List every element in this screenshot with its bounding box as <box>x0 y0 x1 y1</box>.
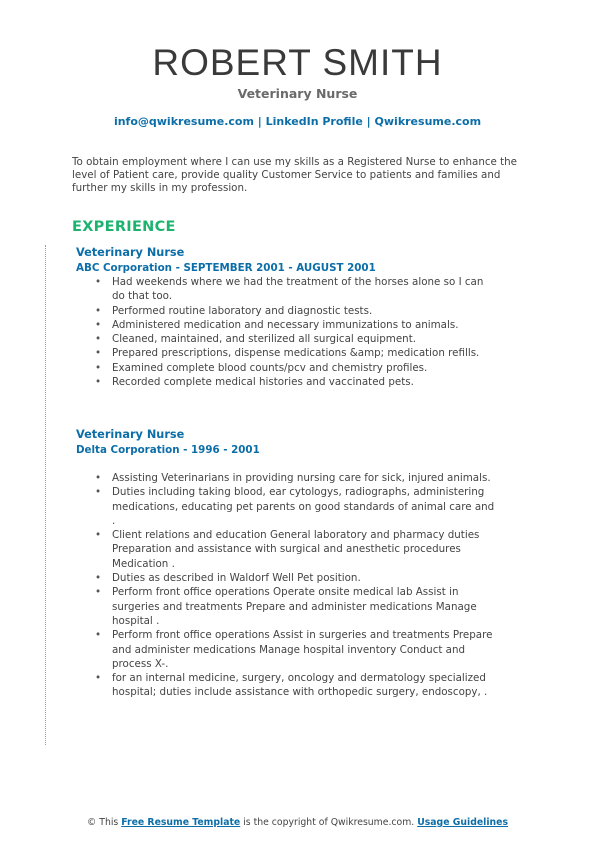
job-company-dates: ABC Corporation - SEPTEMBER 2001 - AUGUST 2001 <box>76 262 376 274</box>
duty-item: • Prepared prescriptions, dispense medications &amp; medication refills. <box>112 346 497 360</box>
free-resume-template-link[interactable]: Free Resume Template <box>121 817 241 828</box>
duty-item: • for an internal medicine, surgery, oncology and dermatology specialized hospital; duties include assistance with orthopedic surgery, endoscopy, . <box>112 671 497 700</box>
duty-item: • Duties as described in Waldorf Well Pet position. <box>112 571 497 585</box>
linkedin-link[interactable]: LinkedIn Profile <box>265 115 363 128</box>
duty-item: • Client relations and education General laboratory and pharmacy duties Preparation and assistance with surgical and anesthetic procedures Medication . <box>112 528 497 571</box>
job-title: Veterinary Nurse <box>76 428 185 441</box>
candidate-job-title: Veterinary Nurse <box>237 86 358 101</box>
duty-item: • Perform front office operations Operate onsite medical lab Assist in surgeries and treatments Prepare and administer medications Manage hospital . <box>112 585 497 628</box>
contact-separator: | <box>257 115 262 128</box>
duty-item: • Had weekends where we had the treatment of the horses alone so I can do that too. <box>112 275 497 304</box>
objective-text: To obtain employment where I can use my skills as a Registered Nurse to enhance the level of Patient care, provide quality Customer Service to patients and families and further my skills in my profession. <box>72 156 518 194</box>
job-entry <box>76 428 506 700</box>
footer-copyright-text: is the copyright of Qwikresume.com. <box>243 817 415 828</box>
duty-item: • Recorded complete medical histories and vaccinated pets. <box>112 375 497 389</box>
footer-prefix: © This <box>87 817 119 828</box>
duty-item: • Assisting Veterinarians in providing nursing care for sick, injured animals. <box>112 471 497 485</box>
job-entry <box>76 246 506 389</box>
timeline-divider <box>45 245 46 745</box>
website-link[interactable]: Qwikresume.com <box>374 115 482 128</box>
duty-item: • Performed routine laboratory and diagnostic tests. <box>112 304 497 318</box>
duty-item: • Perform front office operations Assist in surgeries and treatments Prepare and administer medications Manage hospital inventory Conduct and process X-. <box>112 628 497 671</box>
experience-heading: EXPERIENCE <box>72 219 176 235</box>
duty-item: • Administered medication and necessary immunizations to animals. <box>112 318 497 332</box>
usage-guidelines-link[interactable]: Usage Guidelines <box>417 817 508 828</box>
contact-separator: | <box>366 115 371 128</box>
duty-list <box>76 471 506 700</box>
duty-item: • Examined complete blood counts/pcv and chemistry profiles. <box>112 361 497 375</box>
footer <box>0 817 595 828</box>
email-link[interactable]: info@qwikresume.com <box>113 115 254 128</box>
job-company-dates: Delta Corporation - 1996 - 2001 <box>76 444 260 456</box>
duty-item: • Cleaned, maintained, and sterilized all surgical equipment. <box>112 332 497 346</box>
job-title: Veterinary Nurse <box>76 246 185 259</box>
candidate-name: ROBERT SMITH <box>152 42 443 83</box>
contact-line <box>0 115 595 128</box>
duty-item: • Duties including taking blood, ear cytologys, radiographs, administering medications, educating pet parents on good standards of animal care and . <box>112 485 497 528</box>
duty-list <box>76 275 506 389</box>
